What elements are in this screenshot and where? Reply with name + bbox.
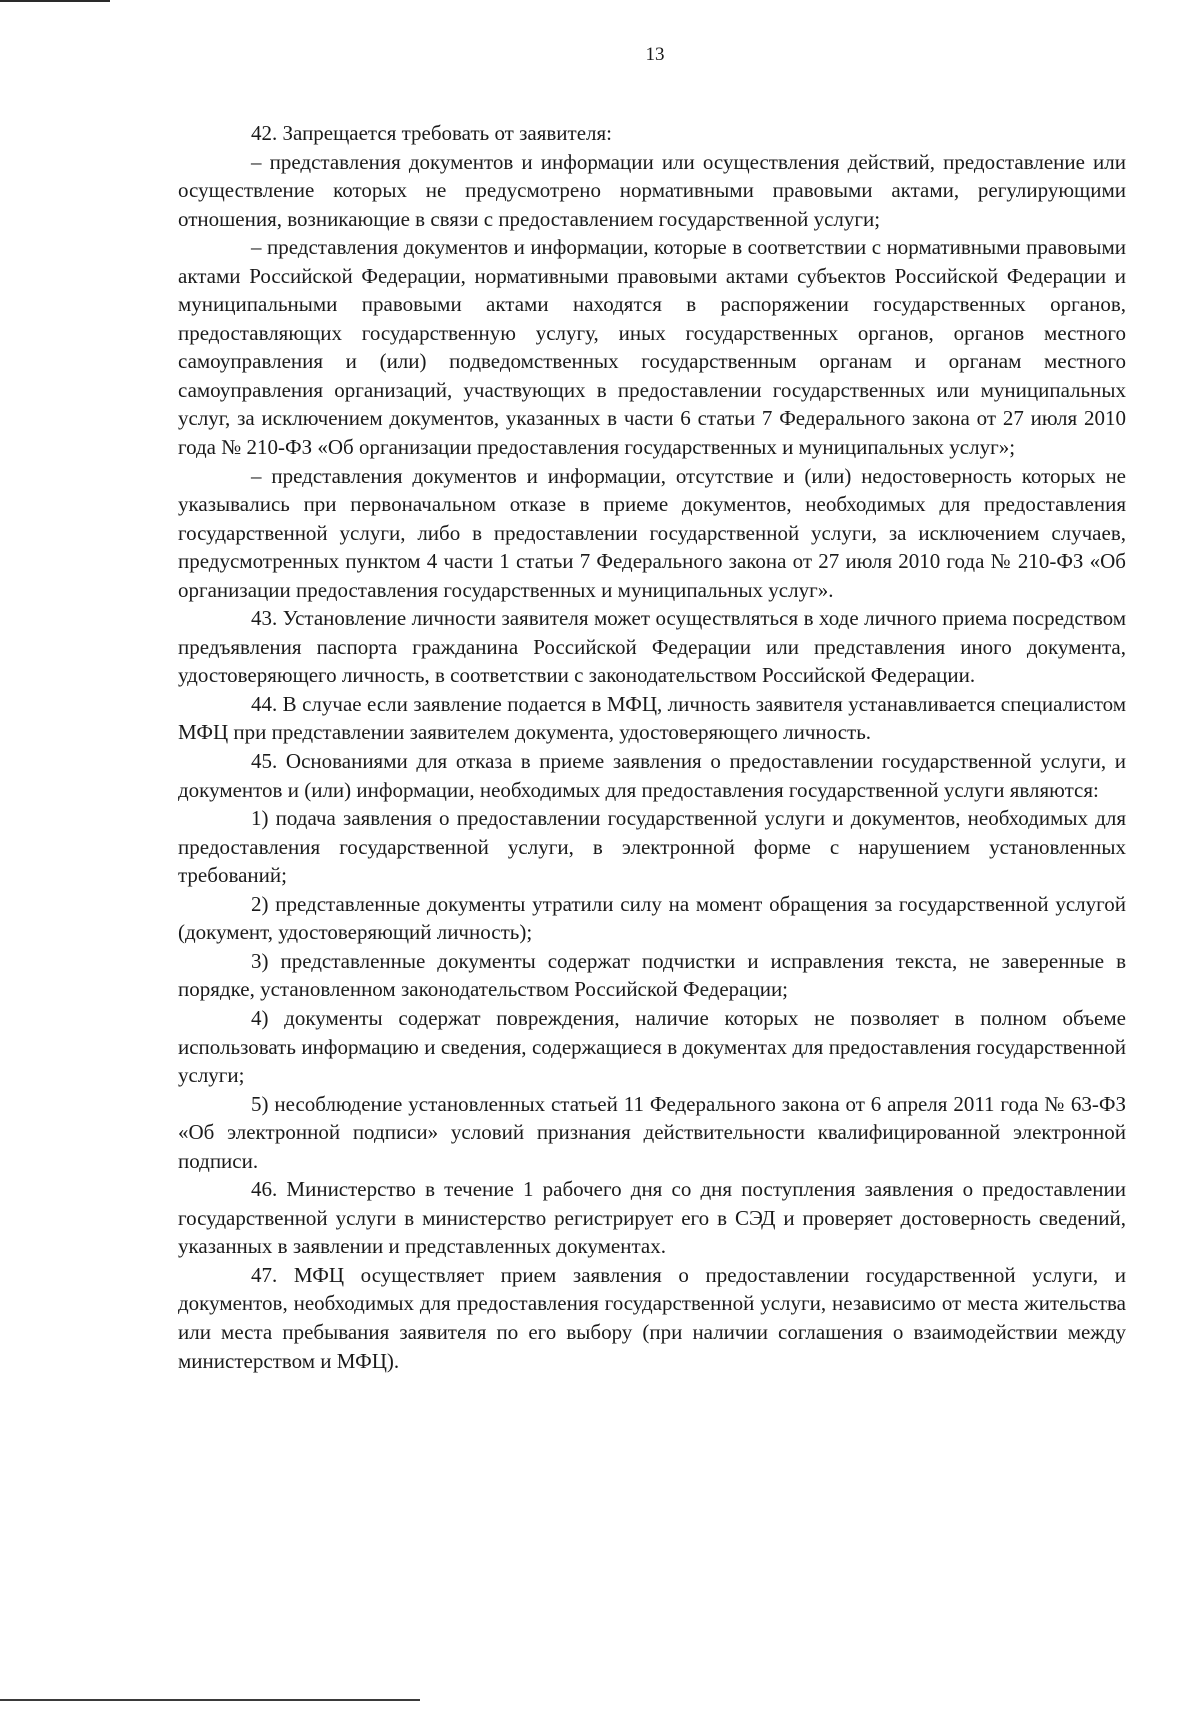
paragraph-42-item-3: – представления документов и информации, отсутствие и (или) недостоверность которых не указывались при первоначальном отказе в приеме документов, необходимых для предоставления государственной услуги, либо в предоставлении государственной услуги, за исключением случаев, предусмотренных пунктом 4 части 1 статьи 7 Федерального закона от 27 июля 2010 года № 210-ФЗ «Об организации предоставления государственных и муниципальных услуг». [178,463,1126,602]
paragraph-45-item-5: 5) несоблюдение установленных статьей 11 Федерального закона от 6 апреля 2011 года № 63-ФЗ «Об электронной подписи» условий признания действительности квалифицированной электронной подписи. [178,1091,1126,1173]
paragraph-42-item-2: – представления документов и информации, которые в соответствии с нормативными правовыми актами Российской Федерации, нормативными правовыми актами субъектов Российской Федерации и муниципальными правовыми актами находятся в распоряжении государственных органов, предоставляющих государственную услугу, иных государственных органов, органов местного самоуправления и (или) подведомственных государственным органам и органам местного самоуправления организаций, участвующих в предоставлении государственных или муниципальных услуг, за исключением документов, указанных в части 6 статьи 7 Федерального закона от 27 июля 2010 года № 210-ФЗ «Об организации предоставления государственных и муниципальных услуг»; [178,235,1126,460]
paragraph-46: 46. Министерство в течение 1 рабочего дня со дня поступления заявления о предоставлении государственной услуги в министерство регистрирует его в СЭД и проверяет достоверность сведений, указанных в заявлении и представленных документах. [178,1177,1126,1259]
paragraph-44: 44. В случае если заявление подается в МФЦ, личность заявителя устанавливается специалистом МФЦ при представлении заявителем документа, удостоверяющего личность. [178,691,1126,745]
paragraph-47: 47. МФЦ осуществляет прием заявления о предоставлении государственной услуги, и документов, необходимых для предоставления государственной услуги, независимо от места жительства или места пребывания заявителя по его выбору (при наличии соглашения о взаимодействии между министерством и МФЦ). [178,1262,1126,1373]
paragraph-45: 45. Основаниями для отказа в приеме заявления о предоставлении государственной услуги, и документов и (или) информации, необходимых для предоставления государственной услуги являются: [178,749,1126,802]
paragraph-42-item-1: – представления документов и информации или осуществления действий, предоставление или осуществление которых не предусмотрено нормативными правовыми актами, регулирующими отношения, возникающие в связи с предоставлением государственной услуги; [178,149,1126,231]
paragraph-43: 43. Установление личности заявителя может осуществляться в ходе личного приема посредством предъявления паспорта гражданина Российской Федерации или представления иного документа, удостоверяющего личность, в соответствии с законодательством Российской Федерации. [178,606,1126,688]
paragraph-45-item-4: 4) документы содержат повреждения, наличие которых не позволяет в полном объеме использовать информацию и сведения, содержащиеся в документах для предоставления государственной услуги; [178,1005,1126,1088]
paragraph-45-item-1: 1) подача заявления о предоставлении государственной услуги и документов, необходимых для предоставления государственной услуги, в электронной форме с нарушением установленных требований; [178,806,1126,888]
page-number: 13 [645,44,665,65]
paragraph-42: 42. Запрещается требовать от заявителя: [251,121,613,145]
paragraph-45-item-3: 3) представленные документы содержат подчистки и исправления текста, не заверенные в порядке, установленном законодательством Российской Федерации; [178,948,1126,1002]
document-body [178,119,1126,1375]
paragraph-45-item-2: 2) представленные документы утратили силу на момент обращения за государственной услугой (документ, удостоверяющий личность); [178,891,1126,945]
scan-edge-mark [0,0,110,2]
scan-edge-mark-bottom [0,1699,420,1701]
